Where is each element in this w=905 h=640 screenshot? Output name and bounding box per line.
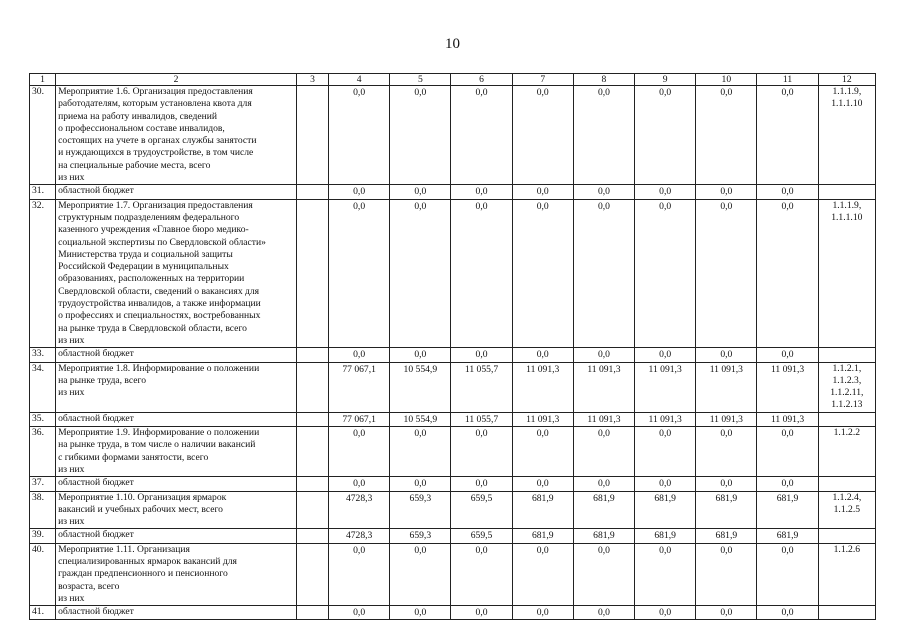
table-row (30, 529, 876, 543)
value-cell: 681,9 (512, 491, 573, 529)
value-cell: 0,0 (451, 86, 512, 185)
value-cell: 681,9 (696, 529, 757, 543)
indicator-ref: 1.1.2.4, 1.1.2.5 (818, 491, 875, 529)
value-cell: 11 091,3 (757, 412, 818, 426)
value-cell: 0,0 (757, 185, 818, 199)
value-cell: 0,0 (635, 348, 696, 362)
value-cell: 0,0 (696, 86, 757, 185)
value-cell: 0,0 (451, 185, 512, 199)
col-header: 8 (573, 74, 634, 86)
table-row (30, 477, 876, 491)
value-cell: 0,0 (696, 348, 757, 362)
value-cell: 0,0 (329, 185, 390, 199)
row-description: Мероприятие 1.8. Информирование о положении на рынке труда, всего из них (56, 362, 297, 412)
value-cell: 0,0 (635, 86, 696, 185)
value-cell: 0,0 (512, 86, 573, 185)
row-number: 31. (30, 185, 56, 199)
value-cell: 659,3 (390, 491, 451, 529)
cell-col3 (296, 606, 328, 620)
value-cell: 0,0 (757, 199, 818, 348)
value-cell: 11 091,3 (573, 412, 634, 426)
col-header: 4 (329, 74, 390, 86)
value-cell: 77 067,1 (329, 362, 390, 412)
cell-col3 (296, 199, 328, 348)
value-cell: 0,0 (573, 199, 634, 348)
value-cell: 0,0 (329, 543, 390, 605)
row-number: 34. (30, 362, 56, 412)
indicator-ref (818, 529, 875, 543)
value-cell: 681,9 (512, 529, 573, 543)
column-number-row (30, 74, 876, 86)
value-cell: 11 091,3 (635, 412, 696, 426)
value-cell: 0,0 (512, 543, 573, 605)
col-header: 3 (296, 74, 328, 86)
value-cell: 11 091,3 (635, 362, 696, 412)
row-number: 40. (30, 543, 56, 605)
value-cell: 681,9 (757, 529, 818, 543)
row-description: Мероприятие 1.6. Организация предоставления работодателям, которым установлена квота для приема на работу инвалидов, сведений о профессиональном составе инвалидов, состоящих на учете в органах службы занятости и нуждающихся в трудоустройстве, в том числе на специальные рабочие места, всего из них (56, 86, 297, 185)
indicator-ref: 1.1.1.9, 1.1.1.10 (818, 199, 875, 348)
value-cell: 0,0 (635, 199, 696, 348)
value-cell: 0,0 (757, 427, 818, 477)
cell-col3 (296, 491, 328, 529)
row-number: 37. (30, 477, 56, 491)
col-header: 10 (696, 74, 757, 86)
col-header: 5 (390, 74, 451, 86)
cell-col3 (296, 477, 328, 491)
value-cell: 11 091,3 (512, 412, 573, 426)
col-header: 1 (30, 74, 56, 86)
value-cell: 0,0 (512, 348, 573, 362)
table-row (30, 606, 876, 620)
table-row (30, 86, 876, 185)
row-number: 38. (30, 491, 56, 529)
value-cell: 0,0 (329, 477, 390, 491)
cell-col3 (296, 529, 328, 543)
value-cell: 0,0 (573, 185, 634, 199)
value-cell: 659,5 (451, 491, 512, 529)
table-row (30, 427, 876, 477)
cell-col3 (296, 543, 328, 605)
value-cell: 11 091,3 (512, 362, 573, 412)
value-cell: 681,9 (635, 529, 696, 543)
row-number: 41. (30, 606, 56, 620)
value-cell: 0,0 (757, 477, 818, 491)
value-cell: 0,0 (696, 427, 757, 477)
row-description: областной бюджет (56, 606, 297, 620)
row-description: областной бюджет (56, 348, 297, 362)
row-description: областной бюджет (56, 529, 297, 543)
value-cell: 0,0 (635, 606, 696, 620)
value-cell: 0,0 (329, 348, 390, 362)
indicator-ref: 1.1.2.2 (818, 427, 875, 477)
cell-col3 (296, 362, 328, 412)
page-number: 10 (445, 36, 460, 52)
value-cell: 0,0 (390, 185, 451, 199)
value-cell: 0,0 (512, 606, 573, 620)
indicator-ref: 1.1.2.6 (818, 543, 875, 605)
value-cell: 0,0 (696, 477, 757, 491)
value-cell: 0,0 (390, 477, 451, 491)
value-cell: 0,0 (512, 427, 573, 477)
value-cell: 681,9 (757, 491, 818, 529)
value-cell: 11 091,3 (757, 362, 818, 412)
value-cell: 11 091,3 (696, 362, 757, 412)
value-cell: 0,0 (573, 543, 634, 605)
value-cell: 4728,3 (329, 491, 390, 529)
value-cell: 0,0 (696, 606, 757, 620)
value-cell: 0,0 (451, 348, 512, 362)
col-header: 7 (512, 74, 573, 86)
value-cell: 0,0 (329, 199, 390, 348)
row-number: 30. (30, 86, 56, 185)
table-row (30, 543, 876, 605)
value-cell: 11 091,3 (573, 362, 634, 412)
value-cell: 681,9 (573, 529, 634, 543)
col-header: 2 (56, 74, 297, 86)
value-cell: 681,9 (573, 491, 634, 529)
indicator-ref (818, 477, 875, 491)
value-cell: 659,3 (390, 529, 451, 543)
row-description: областной бюджет (56, 477, 297, 491)
value-cell: 0,0 (573, 348, 634, 362)
value-cell: 0,0 (696, 543, 757, 605)
indicator-ref (818, 185, 875, 199)
value-cell: 0,0 (451, 199, 512, 348)
value-cell: 11 055,7 (451, 412, 512, 426)
value-cell: 681,9 (696, 491, 757, 529)
table-row (30, 185, 876, 199)
value-cell: 681,9 (635, 491, 696, 529)
value-cell: 0,0 (573, 606, 634, 620)
value-cell: 0,0 (451, 477, 512, 491)
value-cell: 0,0 (635, 427, 696, 477)
value-cell: 0,0 (573, 427, 634, 477)
row-description: Мероприятие 1.7. Организация предоставления структурным подразделениям федерального казенного учреждения «Главное бюро медико- социальной экспертизы по Свердловской области» Министерства труда и социальной защиты Российской Федерации в муниципальных образованиях, расположенных на территории Свердловской области, сведений о вакансиях для трудоустройства инвалидов, а также информации о профессиях и специальностях, востребованных на рынке труда в Свердловской области, всего из них (56, 199, 297, 348)
value-cell: 0,0 (635, 543, 696, 605)
table-body (30, 74, 876, 620)
col-header: 6 (451, 74, 512, 86)
row-number: 35. (30, 412, 56, 426)
value-cell: 0,0 (635, 477, 696, 491)
cell-col3 (296, 427, 328, 477)
value-cell: 4728,3 (329, 529, 390, 543)
budget-table (29, 73, 876, 620)
value-cell: 0,0 (512, 477, 573, 491)
value-cell: 0,0 (451, 606, 512, 620)
row-description: областной бюджет (56, 412, 297, 426)
row-number: 36. (30, 427, 56, 477)
value-cell: 0,0 (512, 185, 573, 199)
value-cell: 0,0 (329, 427, 390, 477)
indicator-ref (818, 412, 875, 426)
indicator-ref (818, 348, 875, 362)
value-cell: 0,0 (329, 86, 390, 185)
value-cell: 0,0 (696, 185, 757, 199)
value-cell: 0,0 (696, 199, 757, 348)
table-row (30, 362, 876, 412)
value-cell: 10 554,9 (390, 362, 451, 412)
value-cell: 11 055,7 (451, 362, 512, 412)
value-cell: 0,0 (757, 86, 818, 185)
row-number: 39. (30, 529, 56, 543)
value-cell: 0,0 (573, 477, 634, 491)
row-description: Мероприятие 1.11. Организация специализированных ярмарок вакансий для граждан предпенсионного и пенсионного возраста, всего из них (56, 543, 297, 605)
row-description: Мероприятие 1.10. Организация ярмарок вакансий и учебных рабочих мест, всего из них (56, 491, 297, 529)
value-cell: 0,0 (390, 606, 451, 620)
cell-col3 (296, 412, 328, 426)
value-cell: 0,0 (757, 348, 818, 362)
row-description: Мероприятие 1.9. Информирование о положении на рынке труда, в том числе о наличии вакансий с гибкими формами занятости, всего из них (56, 427, 297, 477)
value-cell: 0,0 (390, 427, 451, 477)
col-header: 12 (818, 74, 875, 86)
table-row (30, 199, 876, 348)
cell-col3 (296, 86, 328, 185)
value-cell: 659,5 (451, 529, 512, 543)
row-description: областной бюджет (56, 185, 297, 199)
value-cell: 0,0 (512, 199, 573, 348)
table-row (30, 348, 876, 362)
table-row (30, 491, 876, 529)
value-cell: 10 554,9 (390, 412, 451, 426)
col-header: 9 (635, 74, 696, 86)
value-cell: 0,0 (390, 348, 451, 362)
value-cell: 0,0 (451, 427, 512, 477)
value-cell: 0,0 (757, 543, 818, 605)
value-cell: 0,0 (635, 185, 696, 199)
row-number: 33. (30, 348, 56, 362)
value-cell: 77 067,1 (329, 412, 390, 426)
value-cell: 0,0 (329, 606, 390, 620)
value-cell: 0,0 (390, 86, 451, 185)
value-cell: 11 091,3 (696, 412, 757, 426)
cell-col3 (296, 185, 328, 199)
value-cell: 0,0 (573, 86, 634, 185)
row-number: 32. (30, 199, 56, 348)
indicator-ref: 1.1.2.1, 1.1.2.3, 1.1.2.11, 1.1.2.13 (818, 362, 875, 412)
col-header: 11 (757, 74, 818, 86)
indicator-ref (818, 606, 875, 620)
value-cell: 0,0 (757, 606, 818, 620)
table-row (30, 412, 876, 426)
value-cell: 0,0 (451, 543, 512, 605)
cell-col3 (296, 348, 328, 362)
value-cell: 0,0 (390, 199, 451, 348)
indicator-ref: 1.1.1.9, 1.1.1.10 (818, 86, 875, 185)
value-cell: 0,0 (390, 543, 451, 605)
